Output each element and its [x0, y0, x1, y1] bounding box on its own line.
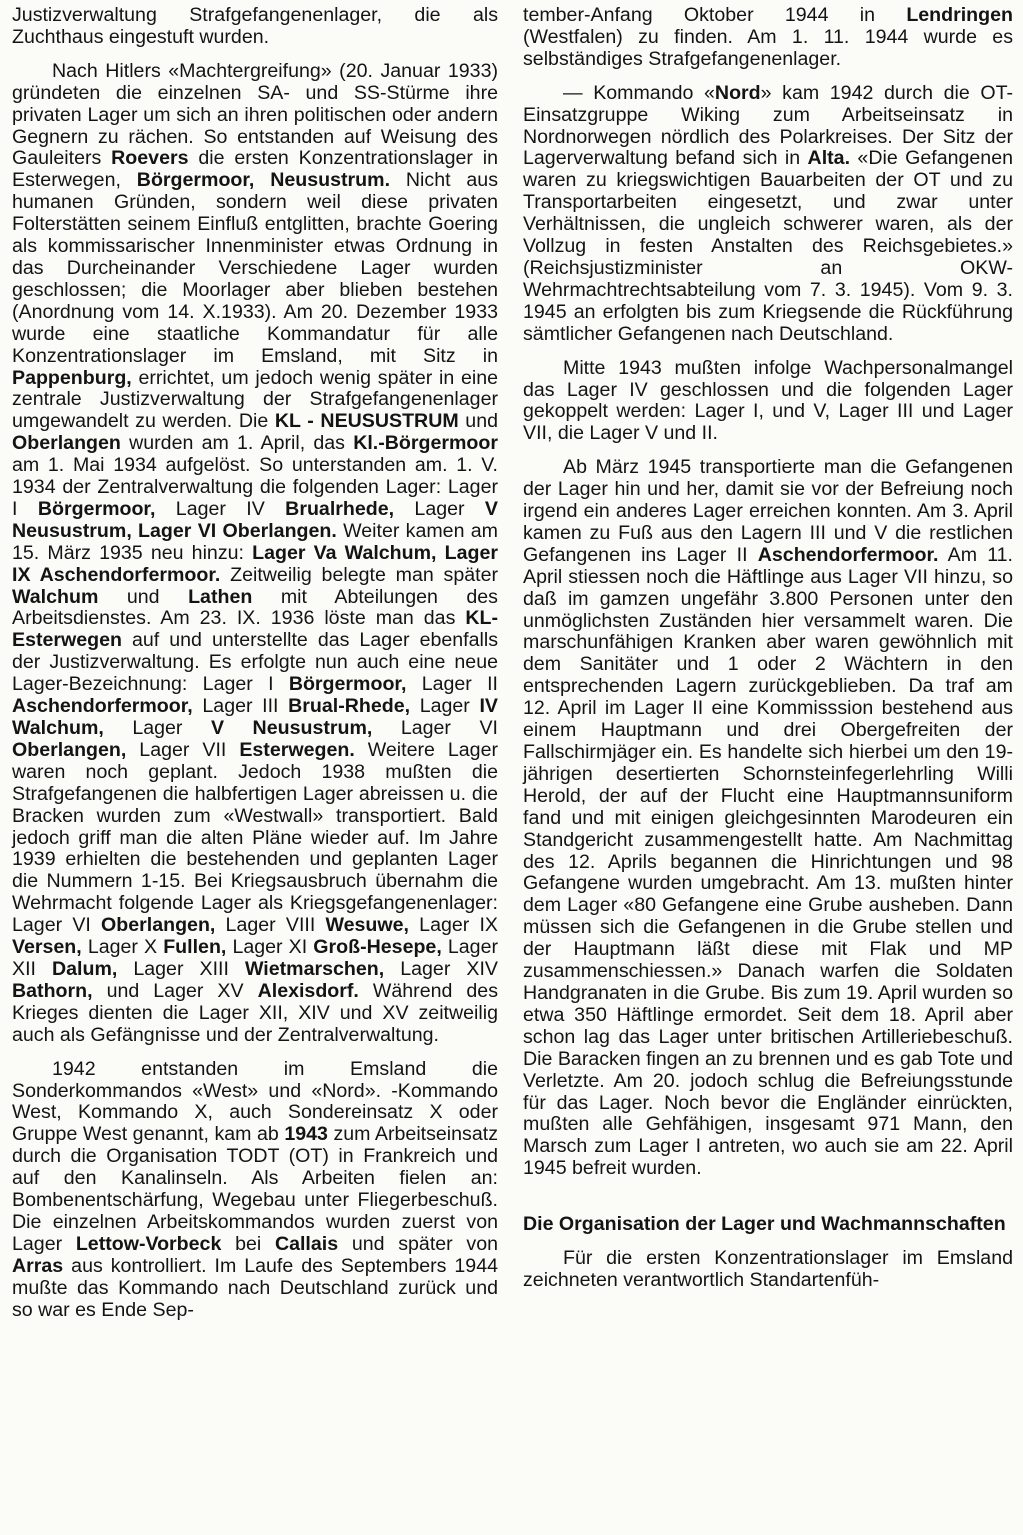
text-run: Weiter kamen am 15. März 1935 neu hinzu: [12, 519, 498, 564]
bold-text: Aschendorfermoor. [757, 543, 939, 566]
text-run: und Lager XV [92, 979, 258, 1002]
text-run: wurden am 1. April, das [120, 432, 354, 455]
paragraph [523, 457, 1013, 1180]
text-run: Lager [394, 497, 485, 520]
text-run: die ersten Konzentrationslager in Esterwegen, [12, 147, 498, 192]
text-run: und [98, 585, 189, 608]
text-run: Nach Hitlers «Machtergreifung» (20. Januar 1933) gründeten die einzelnen SA- und SS-Stürme ihre privaten Lager um sich an ihren politischen oder andern Gegnern zu rächen. So entstanden auf Weisung des Gauleiters [12, 59, 498, 170]
text-run: Zeitweilig belegte man später [220, 563, 498, 586]
text-run: Für die ersten Konzentrationslager im Emsland zeichneten verantwortlich Standartenfüh- [523, 1247, 1013, 1291]
bold-text: Oberlangen [12, 432, 121, 455]
text-run: — Kommando « [563, 81, 715, 104]
bold-text: Lendringen [906, 4, 1013, 26]
bold-text: Börgermoor, Neusustrum. [136, 169, 391, 192]
text-run: Mitte 1943 mußten infolge Wachpersonalmangel das Lager IV geschlossen und die folgenden Lager gekoppelt werden: Lager I, und V, Lager III und Lager VII, die Lager V und II. [523, 356, 1013, 445]
paragraph [12, 61, 498, 1047]
bold-text: V Neusustrum, Lager VI Oberlangen. [12, 497, 498, 542]
bold-text: Callais [274, 1232, 339, 1255]
bold-text: Roevers [111, 147, 189, 170]
bold-text: Aschendorfermoor, [12, 695, 193, 718]
bold-text: Fullen, [163, 936, 227, 959]
text-run: bei [221, 1232, 275, 1255]
bold-text: Börgermoor, [37, 497, 156, 520]
text-run: Lager XI [226, 936, 314, 959]
text-run: 1942 entstanden im Emsland die Sonderkommandos «West» und «Nord». -Kommando West, Kommando X, auch Sondereinsatz X oder Gruppe West genannt, kam ab [12, 1057, 498, 1146]
text-run: Nicht aus humanen Gründen, sondern weil diese privaten Folterstätten seinem Einfluß entglitten, brachte Goering als kommissarischer Innenminister etwas Ordnung in das Durcheinander Verschiedene Lager wurden geschlossen; die Moorlager aber blieben bestehen (Anordnung vom 14. X.1933). Am 20. Dezember 1933 wurde eine staatliche Kommandatur für alle Konzentrationslager im Emsland, mit Sitz in [12, 169, 498, 367]
text-run: Weitere Lager waren noch geplant. Jedoch 1938 mußten die Strafgefangenen die halbfertigen Lager abreissen u. die Bracken wurden zum «Westwall» transportiert. Bald jedoch griff man die alten Pläne wieder auf. Im Jahre 1939 erhielten die bestehenden und geplanten Lager die Nummern 1-15. Bei Kriegsausbruch übernahm die Wehrmacht folgende Lager als Kriegsgefangenenlager: Lager VI [12, 738, 499, 937]
bold-text: V Neusustrum, [210, 717, 373, 739]
paragraph [12, 1059, 498, 1322]
text-run: mit Abteilungen des Arbeitsdienstes. Am 23. IX. 1936 löste man das [12, 585, 498, 630]
text-run: errichtet, um jedoch wenig später in eine zentrale Justizverwaltung der Strafgefangenenlager umgewandelt zu werden. Die [12, 366, 498, 433]
text-run: Lager II [406, 673, 498, 696]
text-run: (Westfalen) zu finden. Am 1. 11. 1944 wurde es selbständiges Strafgefangenenlager. [523, 25, 1013, 70]
text-run: Lager VII [126, 738, 240, 761]
left-column [12, 5, 498, 1321]
bold-text: IV Walchum, [12, 695, 498, 739]
text-run: Lager IV [155, 497, 286, 520]
text-run: Lager III [192, 695, 289, 718]
text-run: Lager [103, 717, 211, 739]
text-run: Während des Krieges dienten die Lager XII, XIV und XV zeitweilig auch als Gefängnisse und der Zentralverwaltung. [12, 979, 499, 1046]
text-run: Lager XIII [117, 957, 245, 980]
paragraph [523, 1248, 1013, 1292]
bold-text: Lettow-Vorbeck [75, 1232, 222, 1255]
bold-text: Wietmarschen, [244, 957, 385, 980]
bold-text: Versen, [12, 936, 82, 959]
bold-text: KL-Esterwegen [12, 607, 498, 652]
bold-text: Brual-Rhede, [288, 695, 411, 718]
bold-text: Alta. [807, 147, 851, 170]
text-run: zum Arbeitseinsatz durch die Organisation TODT (OT) in Frankreich und auf den Kanalinseln. Als Arbeiten fielen an: Bombenentschärfung, Wegebau unter Fliegerbeschuß. Die einzelnen Arbeitskommandos wurden zuerst von Lager [12, 1123, 498, 1255]
right-column [523, 5, 1013, 1292]
section-heading: Die Organisation der Lager und Wachmannschaften [523, 1213, 1006, 1236]
bold-text: Bathorn, [12, 979, 93, 1002]
bold-text: Nord [714, 81, 761, 104]
bold-text: Brualrhede, [285, 497, 395, 520]
bold-text: Alexisdorf. [257, 979, 359, 1002]
text-run: aus kontrolliert. Im Laufe des Septembers 1944 mußte das Kommando nach Deutschland zurück und so war es Ende Sep- [12, 1254, 498, 1321]
bold-text: 1943 [284, 1123, 328, 1146]
bold-text: Dalum, [52, 957, 118, 980]
bold-text: Arras [12, 1254, 64, 1277]
paragraph [523, 83, 1013, 346]
bold-text: Esterwegen. [239, 738, 355, 761]
text-run: Ab März 1945 transportierte man die Gefangenen der Lager hin und her, damit sie vor der Befreiung noch irgend ein anderes Lager erreichen konnten. Am 3. April kamen zu Fuß aus den Lagern III und V die restlichen Gefangenen ins Lager II [523, 456, 1013, 566]
bold-text: KL - NEUSUSTRUM [274, 410, 459, 433]
text-run: Lager VI [372, 717, 498, 739]
text-run: am 1. Mai 1934 aufgelöst. So unterstanden am. 1. V. 1934 der Zentralverwaltung die folgenden Lager: Lager I [12, 454, 498, 520]
text-run: Lager X [81, 936, 164, 959]
text-run: Lager VIII [215, 914, 326, 937]
bold-text: Oberlangen, [101, 914, 216, 937]
text-run: Lager IX [408, 914, 498, 937]
text-run: Lager XII [12, 936, 498, 980]
bold-text: Lager Va Walchum, Lager IX Aschendorfermoor. [12, 541, 498, 586]
paragraph: Justizverwaltung Strafgefangenenlager, die als Zuchthaus eingestuft wurden. [12, 4, 498, 48]
bold-text: Kl.-Börgermoor [353, 432, 498, 455]
text-run: auf und unterstellte das Lager ebenfalls der Justizverwaltung. Es erfolgte nun auch eine neue Lager-Bezeichnung: Lager I [12, 629, 498, 696]
bold-text: Wesuwe, [325, 914, 409, 937]
text-run: Lager [410, 695, 480, 718]
text-run: und später von [338, 1232, 498, 1255]
text-run: » kam 1942 durch die OT-Einsatzgruppe Wiking zum Arbeitseinsatz in Nordnorwegen nördlich des Polarkreises. Der Sitz der Lagerverwaltung befand sich in [523, 81, 1013, 170]
text-run: Lager XIV [384, 957, 498, 980]
bold-text: Pappenburg, [12, 366, 132, 389]
text-run: und [458, 410, 498, 433]
paragraph [523, 358, 1013, 446]
text-run: tember-Anfang Oktober 1944 in [523, 4, 907, 26]
bold-text: Lathen [188, 585, 253, 608]
bold-text: Walchum [12, 585, 99, 608]
bold-text: Börgermoor, [288, 673, 407, 696]
text-run: Am 11. April stiessen noch die Häftlinge aus Lager VII hinzu, so daß im gamzen ungefähr 3.800 Personen unter den unmöglichsten Zuständen hier versammelt waren. Die marschunfähigen Kranken aber waren gewöhnlich mit dem Sanitäter und 1 oder 2 Wächtern in den entsprechenden Lagern zurückgeblieben. Da traf am 12. April im Lager II eine Kommisssion bestehend aus einem Hauptmann und drei Obergefreiten der Fallschirmjäger ein. Es handelte sich hierbei um den 19-jährigen desertierten Schornsteinfegerlehrling Willi Herold, der auf der Flucht eine Hauptmannsuniform fand und mit einigen gleichgesinnten Marodeuren ein Standgericht zusammengestellt hatte. Am Nachmittag des 12. Aprils begannen die Hinrichtungen und 98 Gefangene wurden umgebracht. Am 13. mußten hinter dem Lager «80 Gefangene eine Grube ausheben. Dann müssen sich die Gefangenen in die Grube stellen und der Hauptmann läßt diese mit Flak und MP zusammenschiessen.» Danach warfen die Soldaten Handgranaten in die Grube. Bis zum 19. April wurden so etwa 350 Häftlinge ermordet. Seit dem 18. April aber schon lag das Lager unter britischen Artilleriebeschuß. Die Baracken fingen an zu brennen und es gab Tote und Verletzte. Am 20. jodoch schlug die Befreiungsstunde für das Lager. Noch bevor die Engländer einrückten, mußten alle Gehfähigen, insgesamt 971 Mann, den Marsch zum Lager I antreten, wo auch sie am 22. April 1945 befreit wurden. [523, 543, 1014, 1180]
bold-text: Oberlangen, [12, 738, 127, 761]
paragraph [523, 5, 1013, 71]
bold-text: Groß-Hesepe, [313, 936, 442, 959]
text-run: «Die Gefangenen waren zu kriegswichtigen Bauarbeiten der OT und zu Transportarbeiten eingesetzt, und zwar unter Verhältnissen, die ungleich schwerer waren, als der Vollzug in festen Anstalten des Reichsgebietes.» (Reichsjustizminister an OKW-Wehrmachtrechtsabteilung vom 7. 3. 1945). Vom 9. 3. 1945 an erfolgten bis zum Kriegsende die Rückführung sämtlicher Gefangenen nach Deutschland. [523, 147, 1013, 345]
